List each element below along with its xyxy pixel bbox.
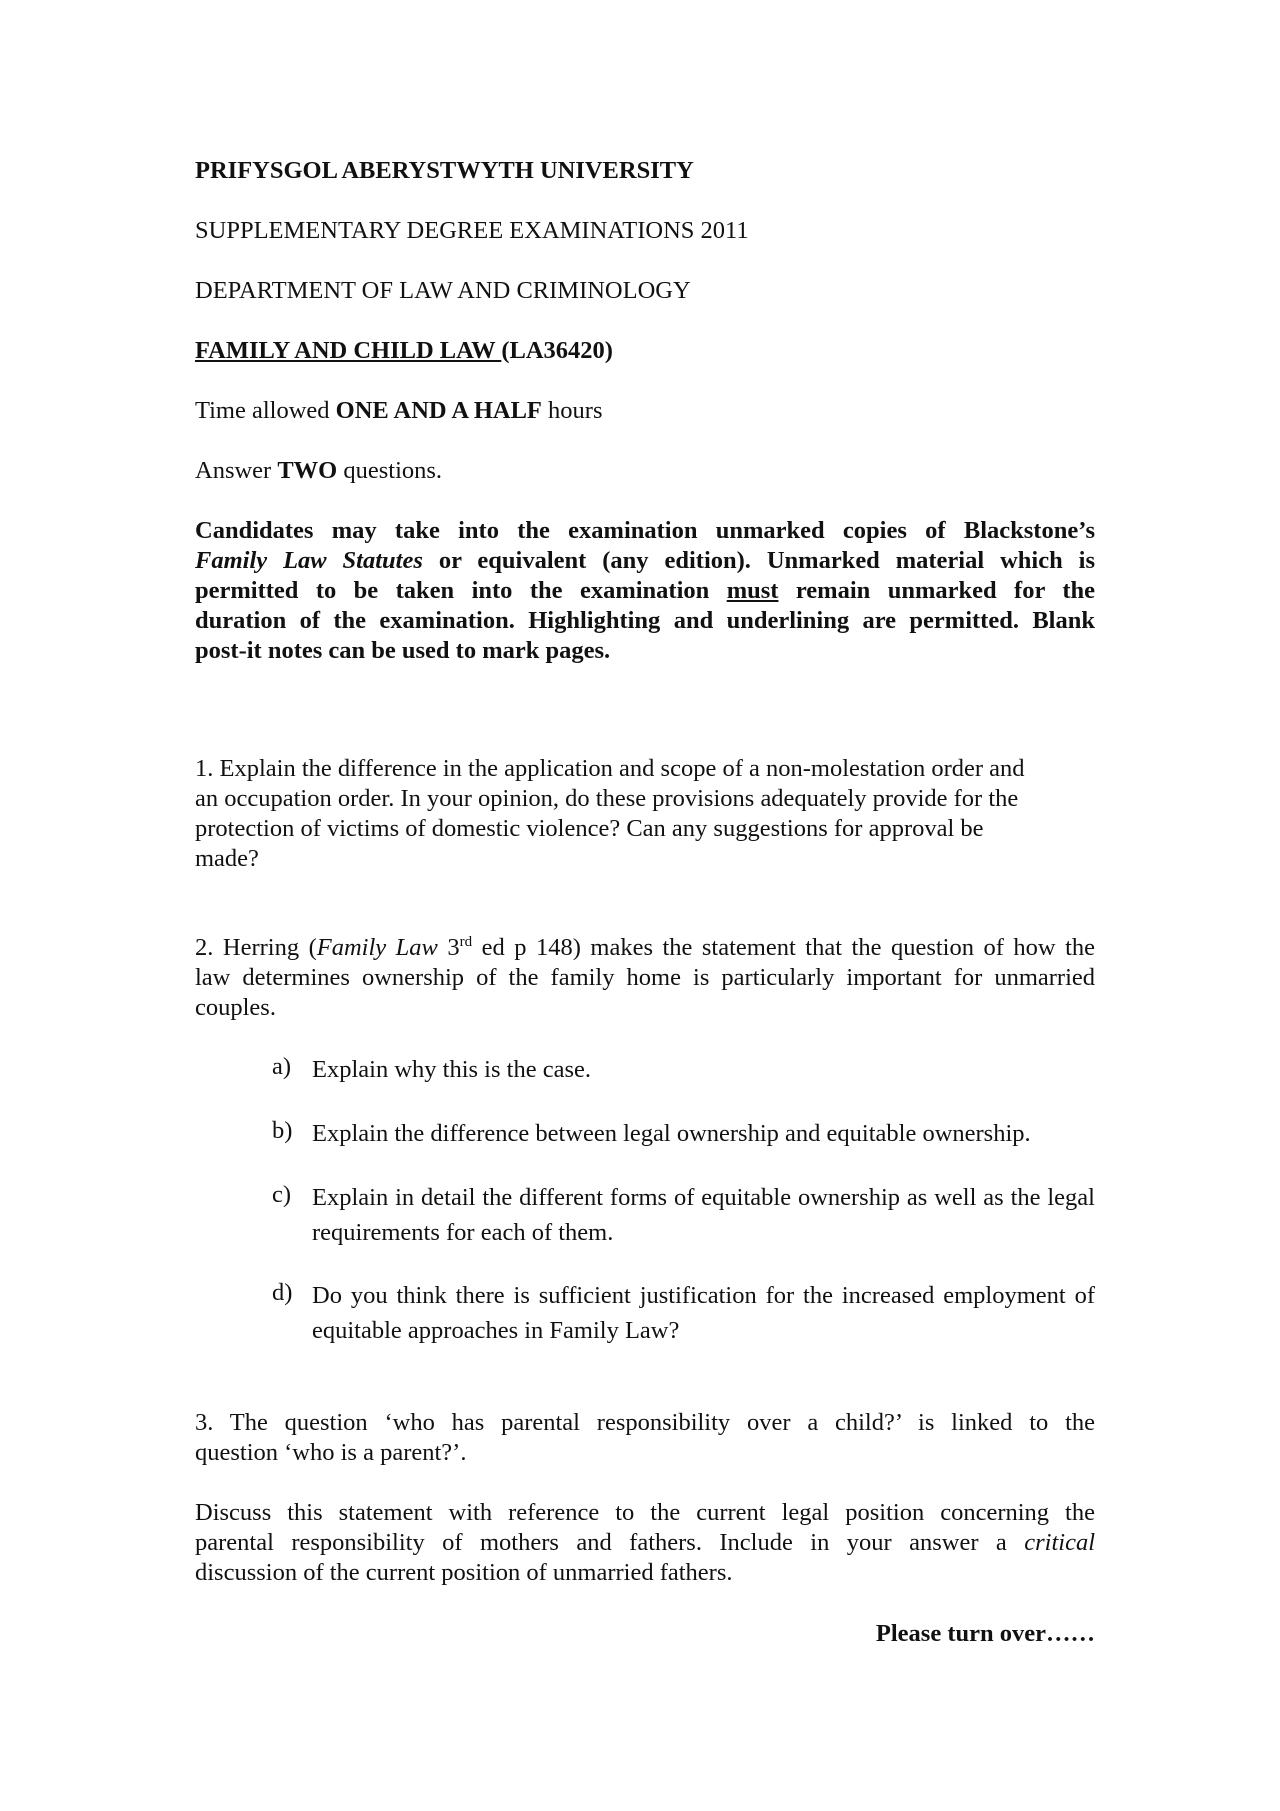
- time-suffix: hours: [541, 397, 603, 424]
- instructions-line-2: [195, 546, 1095, 576]
- part-label: b): [272, 1117, 293, 1144]
- critical-emphasis: critical: [1024, 1529, 1095, 1556]
- turn-over-note: Please turn over……: [875, 1620, 1095, 1647]
- instructions-must: must: [726, 577, 779, 604]
- question-1-line-1: 1. Explain the difference in the application and scope of a non-molestation order and: [195, 755, 1025, 782]
- module-code: (LA36420): [501, 337, 613, 364]
- module-heading: [195, 336, 1095, 366]
- instructions-line-2-rest: or equivalent (any edition). Unmarked material which is: [422, 547, 1095, 574]
- instructions-line-3: [195, 576, 1095, 606]
- department-name: DEPARTMENT OF LAW AND CRIMINOLOGY: [195, 277, 691, 304]
- instructions-line-1: Candidates may take into the examination unmarked copies of Blackstone’s: [195, 517, 1095, 544]
- answer-value: TWO: [277, 457, 338, 484]
- question-3: [195, 1408, 1095, 1588]
- question-2: [195, 933, 1095, 1023]
- statutes-title: Family Law Statutes: [195, 547, 423, 574]
- edition-suffix: rd: [459, 934, 473, 950]
- instructions-line-5: post-it notes can be used to mark pages.: [195, 637, 611, 664]
- question-3-discussion-line-2-text: parental responsibility of mothers and fathers. Include in your answer a: [195, 1529, 1025, 1556]
- part-label: a): [272, 1053, 292, 1080]
- question-1-line-2: an occupation order. In your opinion, do these provisions adequately provide for the: [195, 785, 1019, 812]
- edition-number: 3: [437, 934, 460, 961]
- question-3-line-1: 3. The question ‘who has parental responsibility over a child?’ is linked to the: [195, 1409, 1095, 1436]
- question-2-part-a: [272, 1052, 1095, 1087]
- answer-suffix: questions.: [337, 457, 443, 484]
- instructions-line-3-a: permitted to be taken into the examination: [195, 577, 727, 604]
- question-2-part-d: [272, 1278, 1095, 1348]
- question-2-line-3: couples.: [195, 994, 276, 1021]
- question-1: [195, 754, 1095, 874]
- time-value: ONE AND A HALF: [335, 397, 542, 424]
- part-text: Explain why this is the case.: [312, 1056, 591, 1083]
- university-name: PRIFYSGOL ABERYSTWYTH UNIVERSITY: [195, 157, 694, 184]
- candidate-instructions: [195, 516, 1095, 666]
- question-3-line-2: question ‘who is a parent?’.: [195, 1439, 467, 1466]
- book-title: Family Law: [316, 934, 438, 961]
- module-title: FAMILY AND CHILD LAW: [195, 337, 502, 364]
- question-3-discussion-line-2: [195, 1528, 1095, 1558]
- part-text: Explain in detail the different forms of equitable ownership as well as the legal requirements for each of them.: [312, 1184, 1095, 1246]
- question-2-line-1: [195, 933, 1095, 963]
- instructions-line-3-b: remain unmarked for the: [778, 577, 1095, 604]
- question-1-line-3: protection of victims of domestic violence? Can any suggestions for approval be: [195, 815, 984, 842]
- question-2-line-1-rest: ed p 148) makes the statement that the question of how the: [472, 934, 1095, 961]
- question-2-line-2: law determines ownership of the family home is particularly important for unmarried: [195, 964, 1095, 991]
- question-2-prefix: 2. Herring (: [195, 934, 317, 961]
- part-text: Explain the difference between legal ownership and equitable ownership.: [312, 1120, 1031, 1147]
- time-prefix: Time allowed: [195, 397, 336, 424]
- part-text: Do you think there is sufficient justification for the increased employment of equitable approaches in Family Law?: [312, 1282, 1095, 1344]
- exam-header: [195, 156, 1095, 486]
- time-allowed: [195, 396, 1095, 426]
- part-label: c): [272, 1181, 292, 1208]
- question-2-part-c: [272, 1180, 1095, 1250]
- exam-title: SUPPLEMENTARY DEGREE EXAMINATIONS 2011: [195, 217, 749, 244]
- instructions-line-4: duration of the examination. Highlighting and underlining are permitted. Blank: [195, 607, 1095, 634]
- question-3-discussion-line-1: Discuss this statement with reference to the current legal position concerning the: [195, 1499, 1095, 1526]
- question-2-part-b: [272, 1116, 1095, 1151]
- question-1-line-4: made?: [195, 845, 259, 872]
- question-3-discussion-line-3: discussion of the current position of unmarried fathers.: [195, 1559, 733, 1586]
- answer-instruction: [195, 456, 1095, 486]
- answer-prefix: Answer: [195, 457, 278, 484]
- part-label: d): [272, 1279, 293, 1306]
